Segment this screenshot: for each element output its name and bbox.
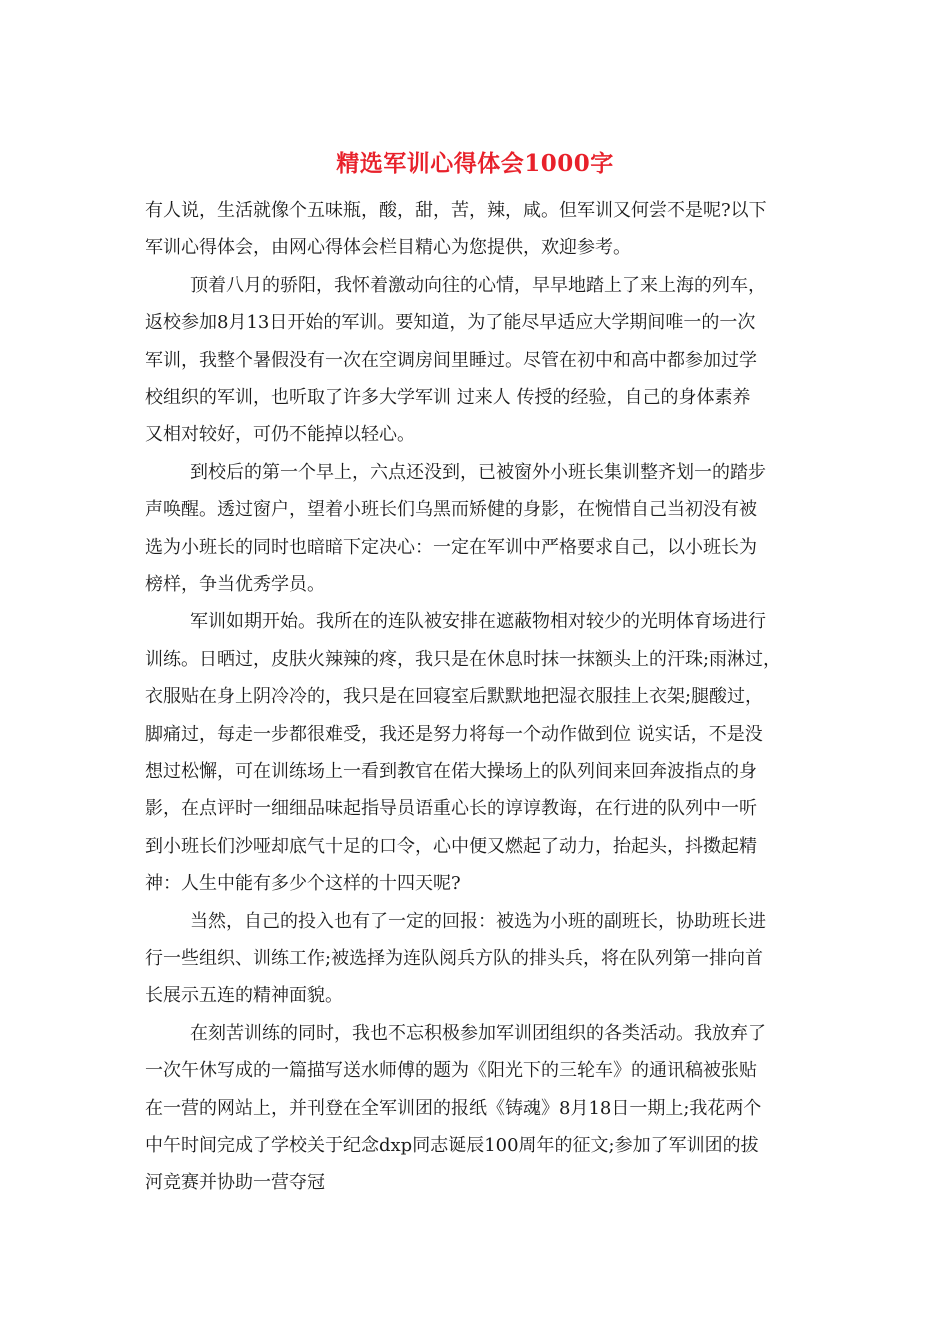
text-line: 到小班长们沙哑却底气十足的口令，心中便又燃起了动力，抬起头，抖擞起精 <box>145 836 757 857</box>
text-line: 训练。日晒过，皮肤火辣辣的疼，我只是在休息时抹一抹额头上的汗珠;雨淋过， <box>145 649 782 670</box>
text-line: 影，在点评时一细细品味起指导员语重心长的谆谆教诲，在行进的队列中一听 <box>145 798 757 819</box>
text-line: 选为小班长的同时也暗暗下定决心：一定在军训中严格要求自己，以小班长为 <box>145 537 757 558</box>
text-line: 当然，自己的投入也有了一定的回报：被选为小班的副班长，协助班长进 <box>190 911 766 932</box>
text-line: 中午时间完成了学校关于纪念dxp同志诞辰100周年的征文;参加了军训团的拔 <box>145 1135 759 1156</box>
text-line: 返校参加8月13日开始的军训。要知道，为了能尽早适应大学期间唯一的一次 <box>145 312 756 333</box>
text-line: 神：人生中能有多少个这样的十四天呢? <box>145 873 461 894</box>
text-line: 脚痛过，每走一步都很难受，我还是努力将每一个动作做到位 说实话，不是没 <box>145 724 763 745</box>
text-line: 在一营的网站上，并刊登在全军训团的报纸《铸魂》8月18日一期上;我花两个 <box>145 1098 762 1119</box>
text-line: 军训如期开始。我所在的连队被安排在遮蔽物相对较少的光明体育场进行 <box>190 611 766 632</box>
text-line: 河竞赛并协助一营夺冠 <box>145 1172 325 1193</box>
text-line: 又相对较好，可仍不能掉以轻心。 <box>145 424 415 445</box>
text-line: 军训，我整个暑假没有一次在空调房间里睡过。尽管在初中和高中都参加过学 <box>145 350 757 371</box>
text-line: 顶着八月的骄阳，我怀着激动向往的心情，早早地踏上了来上海的列车， <box>190 275 766 296</box>
document-title: 精选军训心得体会1000字 <box>336 150 614 177</box>
text-line: 衣服贴在身上阴冷冷的，我只是在回寝室后默默地把湿衣服挂上衣架;腿酸过， <box>145 686 764 707</box>
text-line: 军训心得体会，由网心得体会栏目精心为您提供，欢迎参考。 <box>145 237 631 258</box>
text-line: 声唤醒。透过窗户，望着小班长们乌黑而矫健的身影，在惋惜自己当初没有被 <box>145 499 757 520</box>
text-line: 长展示五连的精神面貌。 <box>145 985 343 1006</box>
text-line: 在刻苦训练的同时，我也不忘积极参加军训团组织的各类活动。我放弃了 <box>190 1023 766 1044</box>
text-line: 榜样，争当优秀学员。 <box>145 574 325 595</box>
text-line: 到校后的第一个早上，六点还没到，已被窗外小班长集训整齐划一的踏步 <box>190 462 766 483</box>
text-line: 一次午休写成的一篇描写送水师傅的题为《阳光下的三轮车》的通讯稿被张贴 <box>145 1060 757 1081</box>
text-line: 校组织的军训，也听取了许多大学军训 过来人 传授的经验，自己的身体素养 <box>145 387 751 408</box>
text-line: 想过松懈，可在训练场上一看到教官在偌大操场上的队列间来回奔波指点的身 <box>145 761 757 782</box>
text-line: 有人说，生活就像个五味瓶，酸，甜，苦，辣，咸。但军训又何尝不是呢?以下 <box>145 200 767 221</box>
text-line: 行一些组织、训练工作;被选择为连队阅兵方队的排头兵，将在队列第一排向首 <box>145 948 764 969</box>
